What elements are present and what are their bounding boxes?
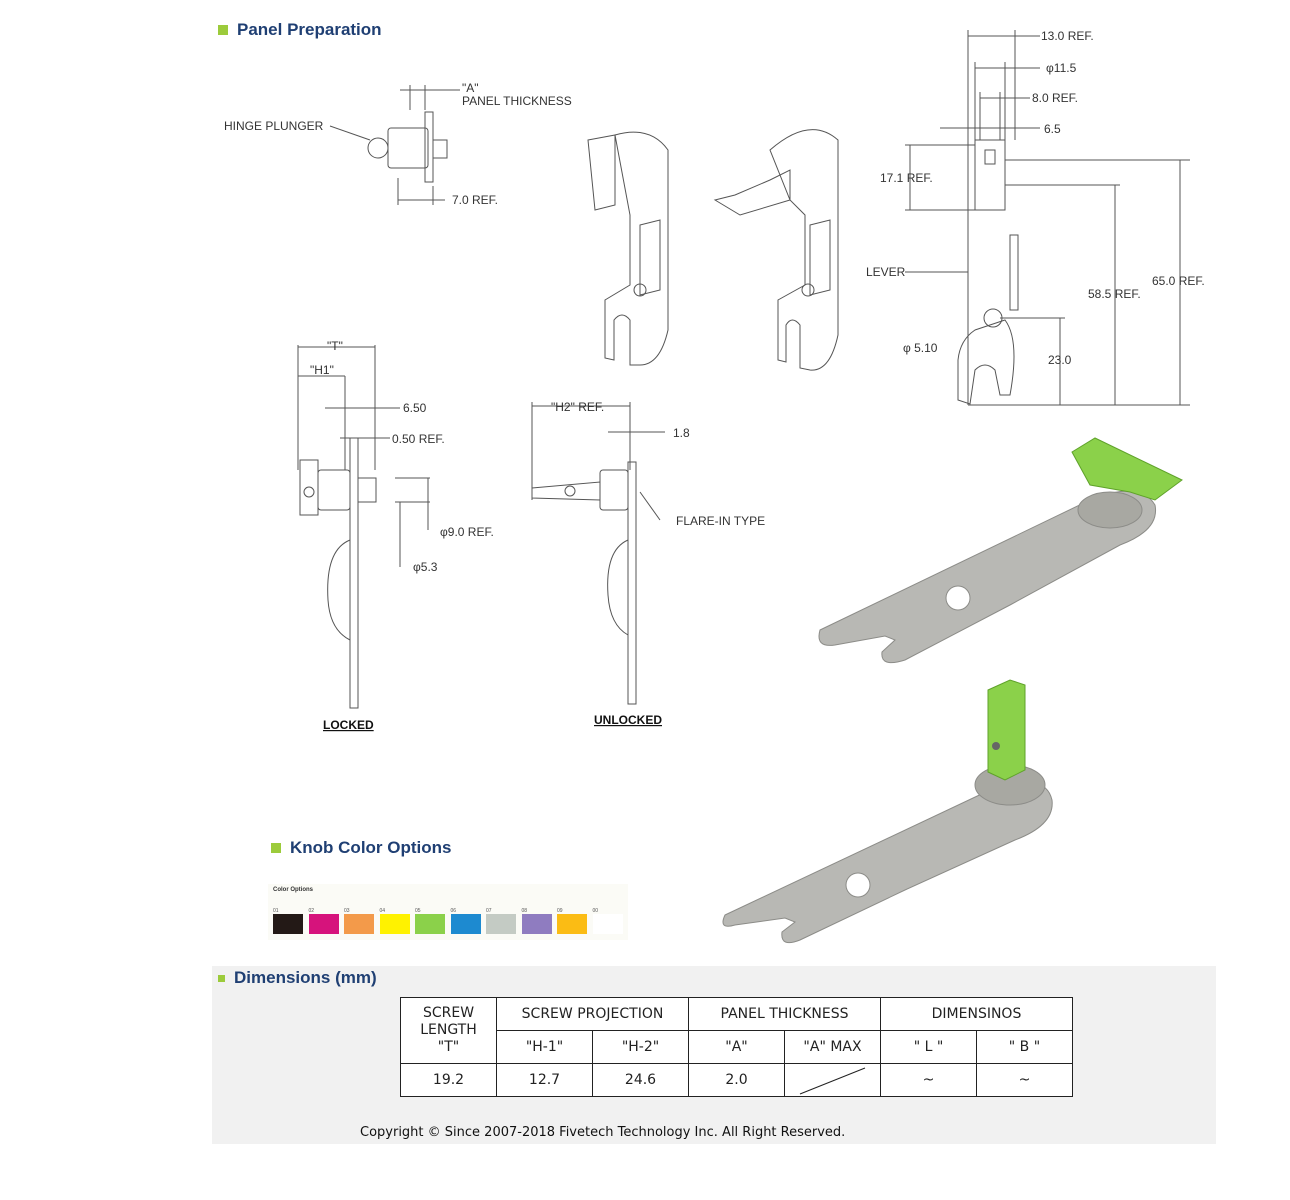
locked-drawing: [298, 345, 430, 708]
swatch-number: 03: [344, 908, 350, 914]
color-swatch: [415, 914, 445, 934]
swatch-number: 08: [521, 908, 528, 914]
label-t: "T": [327, 339, 343, 353]
label-h2: "H2" REF.: [551, 400, 605, 414]
cell-a-max-empty: [785, 1064, 881, 1097]
label-1-8: 1.8: [673, 426, 690, 440]
cell-h1: 12.7: [497, 1064, 593, 1097]
swatch-number: 09: [557, 908, 563, 914]
header-dimensions: DIMENSINOS: [881, 998, 1073, 1031]
label-7-ref: 7.0 REF.: [452, 193, 499, 207]
color-swatch: [522, 914, 552, 934]
label-d11-5: φ11.5: [1046, 61, 1077, 75]
swatch-number: 02: [308, 908, 315, 914]
section-title-text: Dimensions (mm): [234, 968, 377, 987]
label-8-ref: 8.0 REF.: [1032, 91, 1079, 105]
header-screw-length: SCREW LENGTH "T": [401, 998, 497, 1064]
label-unlocked: UNLOCKED: [594, 713, 662, 727]
color-swatch: [273, 914, 303, 934]
label-hinge-plunger: HINGE PLUNGER: [224, 119, 324, 133]
bullet-icon: [218, 975, 225, 982]
label-d9: φ9.0 REF.: [440, 525, 494, 539]
color-swatch: [380, 914, 410, 934]
label-0-50: 0.50 REF.: [392, 432, 445, 446]
color-swatch: [593, 914, 623, 934]
color-swatch: [451, 914, 481, 934]
label-58-5-ref: 58.5 REF.: [1088, 287, 1141, 301]
label-6-50: 6.50: [403, 401, 427, 415]
label-h1: "H1": [310, 363, 334, 377]
label-d5-3: φ5.3: [413, 560, 438, 574]
label-13-ref: 13.0 REF.: [1041, 29, 1094, 43]
label-23: 23.0: [1048, 353, 1072, 367]
header-b: " B ": [977, 1031, 1073, 1064]
header-h1: "H-1": [497, 1031, 593, 1064]
header-screw-projection: SCREW PROJECTION: [497, 998, 689, 1031]
iso-view-drawing-1: [588, 132, 668, 365]
section-title-dimensions: [218, 968, 377, 988]
color-swatch: [557, 914, 587, 934]
swatch-number: 07: [486, 908, 492, 914]
side-view-drawing: [330, 85, 460, 205]
iso-view-drawing-2: [715, 130, 838, 371]
cell-l: ~: [881, 1064, 977, 1097]
label-65-ref: 65.0 REF.: [1152, 274, 1205, 288]
product-render-locked: [819, 438, 1182, 663]
swatch-number: 06: [450, 908, 457, 914]
color-options-card: [268, 884, 628, 940]
swatch-number: 05: [415, 908, 421, 914]
header-a: "A": [689, 1031, 785, 1064]
table-row: [401, 1064, 1073, 1097]
color-swatch: [486, 914, 516, 934]
swatch-number: 00: [592, 908, 599, 914]
cell-b: ~: [977, 1064, 1073, 1097]
color-swatch: [309, 914, 339, 934]
cell-t: 19.2: [401, 1064, 497, 1097]
section-title-text: Knob Color Options: [290, 838, 452, 857]
color-swatch: [344, 914, 374, 934]
dimensions-table: [400, 997, 1073, 1097]
label-locked: LOCKED: [323, 718, 374, 732]
section-title-text: Panel Preparation: [237, 20, 382, 39]
label-d5-10: φ 5.10: [903, 341, 938, 355]
header-h2: "H-2": [593, 1031, 689, 1064]
label-panel-thickness: PANEL THICKNESS: [462, 94, 572, 108]
header-a-max: "A" MAX: [785, 1031, 881, 1064]
cell-h2: 24.6: [593, 1064, 689, 1097]
copyright-text: Copyright © Since 2007-2018 Fivetech Technology Inc. All Right Reserved.: [360, 1125, 846, 1140]
swatch-number: 01: [273, 908, 279, 914]
product-render-unlocked: [723, 680, 1052, 943]
unlocked-drawing: [532, 402, 665, 704]
front-dimension-drawing: [905, 30, 1190, 405]
header-panel-thickness: PANEL THICKNESS: [689, 998, 881, 1031]
label-flare-in: FLARE-IN TYPE: [676, 514, 766, 528]
label-6-5: 6.5: [1044, 122, 1061, 136]
color-options-title: Color Options: [273, 887, 313, 893]
label-lever: LEVER: [866, 265, 906, 279]
cell-a: 2.0: [689, 1064, 785, 1097]
label-a: "A": [462, 81, 479, 95]
header-l: " L ": [881, 1031, 977, 1064]
label-17-1-ref: 17.1 REF.: [880, 171, 933, 185]
swatch-number: 04: [379, 908, 386, 914]
